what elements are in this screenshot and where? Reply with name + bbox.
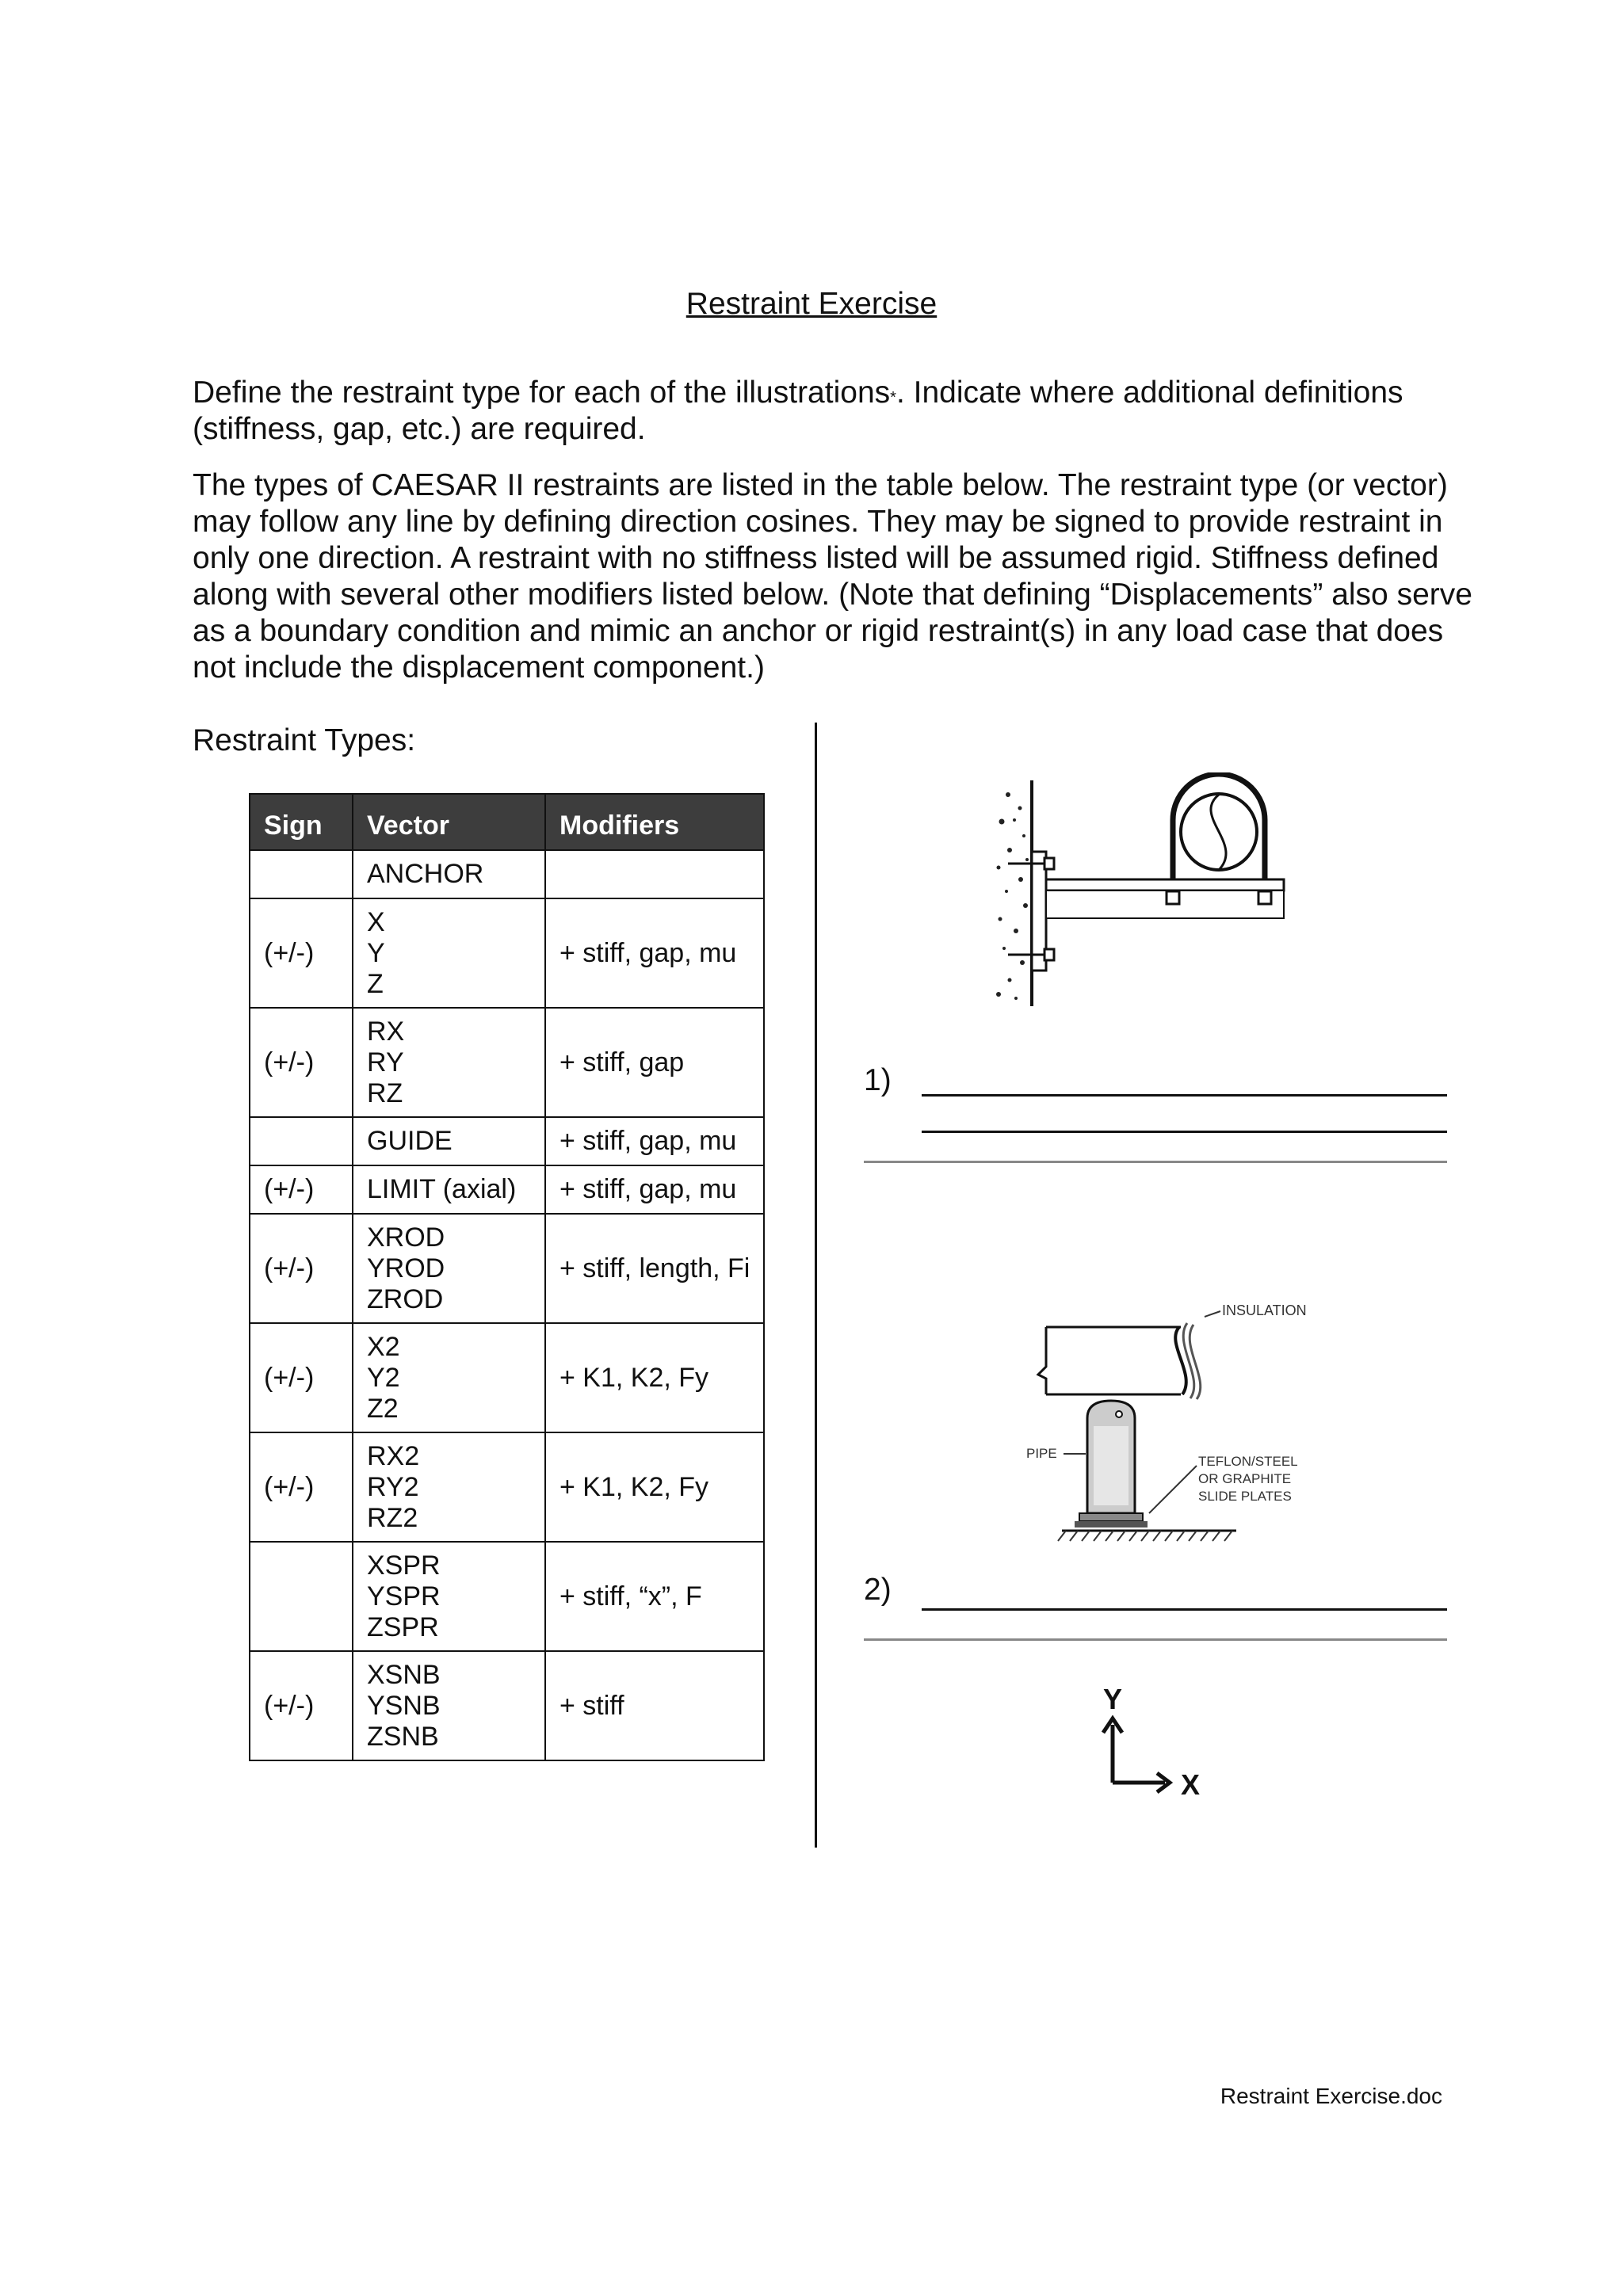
cell-modifiers: + stiff, length, Fi [545,1214,764,1323]
slide-plates-label-line2: OR GRAPHITE [1198,1471,1292,1486]
cell-sign: (+/-) [250,1214,353,1323]
cell-sign: (+/-) [250,1651,353,1760]
cell-vector: XSPR YSPR ZSPR [353,1542,545,1651]
cell-sign: (+/-) [250,898,353,1008]
cell-modifiers: + stiff [545,1651,764,1760]
header-modifiers: Modifiers [545,794,764,850]
insulation-label: INSULATION [1222,1302,1307,1318]
cell-sign: (+/-) [250,1432,353,1542]
column-divider [815,723,817,1848]
cell-vector: ANCHOR [353,850,545,898]
table-row [250,1432,764,1542]
table-row [250,1165,764,1214]
y-axis-label: Y [1103,1684,1123,1715]
answer-1-line-1[interactable] [922,1094,1447,1097]
header-vector: Vector [353,794,545,850]
cell-vector: X Y Z [353,898,545,1008]
pipe-label: PIPE [1026,1446,1057,1461]
table-row [250,850,764,898]
cell-modifiers: + stiff, gap, mu [545,1165,764,1214]
restraint-description-paragraph: The types of CAESAR II restraints are listed in the table below. The restraint type (or vector) may follow any line by defining direction cosines. They may be signed to provide restraint in only one direction. A restraint with no stiffness listed will be assumed rigid. Stiffness defined along with several other modifiers listed below. (Note that defining “Displacements” also serve as a boundary condition and mimic an anchor or rigid restraint(s) in any load case that does not include the displacement component.) [193,468,1472,685]
cell-vector: RX2 RY2 RZ2 [353,1432,545,1542]
instructions-paragraph: Define the restraint type for each of the illustrations*. Indicate where additional definitions (stiffness, gap, etc.) are required. [193,376,1403,446]
cell-sign: (+/-) [250,1008,353,1117]
table-row [250,1117,764,1165]
xy-axes-indicator [1086,1684,1228,1810]
table-header-row [250,794,764,850]
cell-sign [250,850,353,898]
cell-modifiers: + stiff, gap, mu [545,1117,764,1165]
x-axis-label: X [1181,1768,1201,1801]
cell-vector: X2 Y2 Z2 [353,1323,545,1432]
header-sign: Sign [250,794,353,850]
cell-vector: XROD YROD ZROD [353,1214,545,1323]
answer-1-separator [864,1161,1447,1163]
table-row [250,898,764,1008]
cell-modifiers: + stiff, “x”, F [545,1542,764,1651]
cell-modifiers: + K1, K2, Fy [545,1323,764,1432]
table-row [250,1008,764,1117]
answer-1-label: 1) [864,1063,892,1097]
wall-concrete [996,792,1029,1000]
cell-modifiers: + stiff, gap, mu [545,898,764,1008]
cell-vector: LIMIT (axial) [353,1165,545,1214]
restraint-types-table [249,793,765,1761]
table-row [250,1542,764,1651]
pipe-shoe-slide-plate-illustration [1006,1299,1308,1561]
table-row [250,1214,764,1323]
cell-sign: (+/-) [250,1323,353,1432]
slide-plates-label-line1: TEFLON/STEEL [1198,1454,1298,1469]
cell-sign: (+/-) [250,1165,353,1214]
cell-sign [250,1542,353,1651]
table-row [250,1651,764,1760]
cell-vector: XSNB YSNB ZSNB [353,1651,545,1760]
restraint-types-label: Restraint Types: [193,723,416,757]
footer-filename: Restraint Exercise.doc [1220,2084,1442,2108]
answer-2-separator [864,1638,1447,1641]
ubolt-bracket-illustration [992,772,1309,1010]
cell-modifiers [545,850,764,898]
answer-2-line-1[interactable] [922,1608,1447,1611]
cell-sign [250,1117,353,1165]
cell-vector: RX RY RZ [353,1008,545,1117]
page-title: Restraint Exercise [685,287,938,321]
cell-vector: GUIDE [353,1117,545,1165]
footnote-marker: * [890,389,896,406]
answer-1-line-2[interactable] [922,1131,1447,1133]
answer-2-label: 2) [864,1573,892,1607]
cell-modifiers: + K1, K2, Fy [545,1432,764,1542]
cell-modifiers: + stiff, gap [545,1008,764,1117]
table-row [250,1323,764,1432]
slide-plates-label-line3: SLIDE PLATES [1198,1489,1292,1504]
